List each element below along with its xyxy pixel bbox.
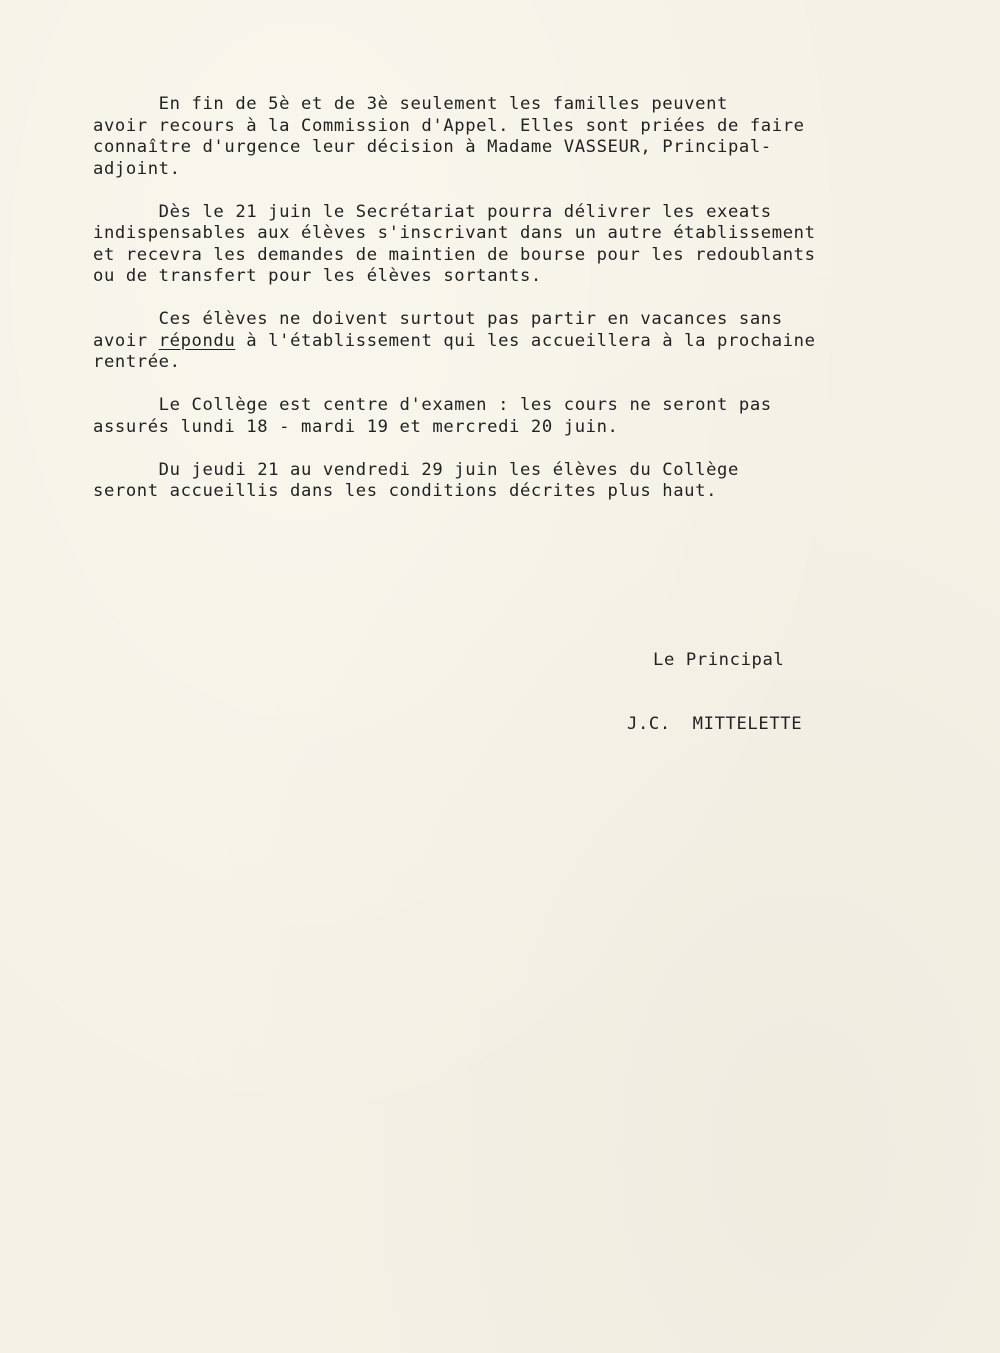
text-line: indispensables aux élèves s'inscrivant dans un autre établissement — [93, 223, 816, 243]
text-line: adjoint. — [93, 158, 181, 179]
text-line: Du jeudi 21 au vendredi 29 juin les élèves du Collège — [93, 459, 739, 480]
text-line: et recevra les demandes de maintien de bourse pour les redoublants — [93, 244, 816, 265]
text-line: avoir recours à la Commission d'Appel. Elles sont priées de faire — [93, 115, 805, 136]
paragraph-accueil — [93, 460, 953, 503]
text-line: Ces élèves ne doivent surtout pas partir en vacances sans — [93, 309, 783, 329]
signature-title: Le Principal — [653, 650, 785, 670]
letter-body — [93, 94, 953, 524]
text-line: ou de transfert pour les élèves sortants. — [93, 266, 542, 286]
text-line — [93, 331, 953, 353]
text-line: assurés lundi 18 - mardi 19 et mercredi 20 juin. — [93, 416, 619, 437]
underlined-word: répondu — [158, 330, 236, 351]
text-line: rentrée. — [93, 352, 181, 372]
signature-name: J.C. MITTELETTE — [627, 714, 803, 734]
text-fragment: à l'établissement qui les accueillera à la prochaine — [235, 330, 816, 351]
text-line: En fin de 5è et de 3è seulement les familles peuvent — [93, 94, 728, 114]
text-fragment: avoir — [93, 330, 159, 351]
paragraph-appeal — [93, 94, 953, 180]
text-line: Le Collège est centre d'examen : les cours ne seront pas — [93, 395, 772, 415]
text-line: Dès le 21 juin le Secrétariat pourra délivrer les exeats — [93, 201, 772, 222]
paragraph-vacances — [93, 309, 953, 374]
text-line: connaître d'urgence leur décision à Madame VASSEUR, Principal- — [93, 137, 772, 157]
paragraph-examen — [93, 395, 953, 438]
text-line: seront accueillis dans les conditions décrites plus haut. — [93, 481, 718, 501]
paragraph-secretariat — [93, 202, 953, 288]
